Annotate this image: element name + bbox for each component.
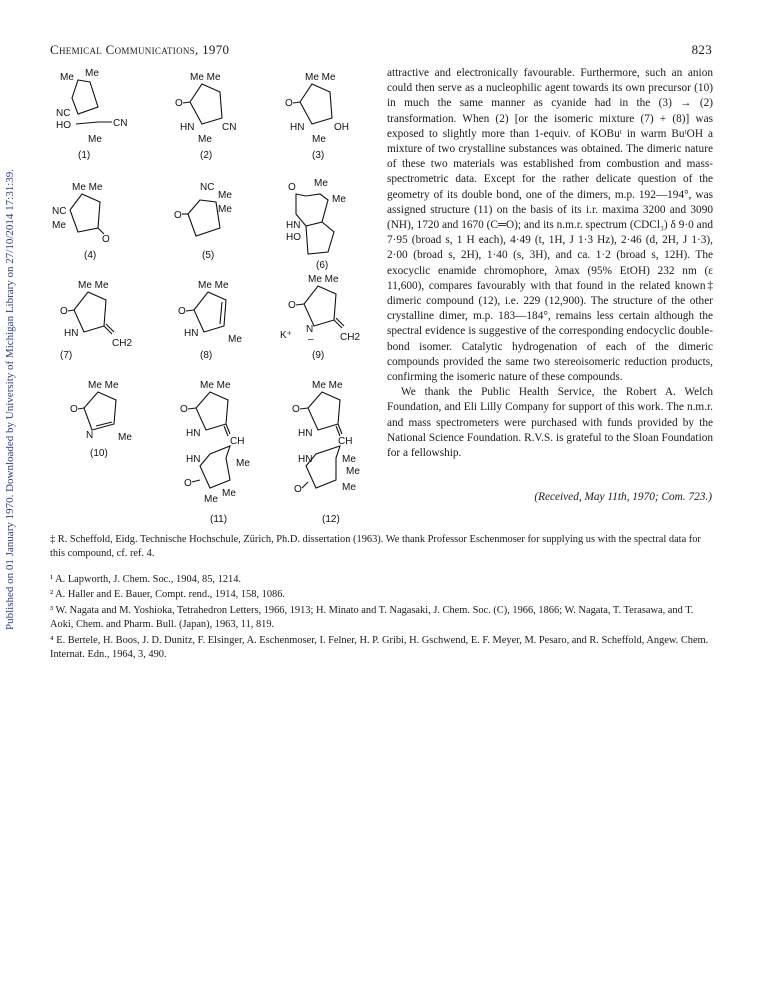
- body-text-column: [387, 66, 713, 461]
- s1-nc: NC: [56, 108, 71, 119]
- label-2: (2): [200, 150, 213, 161]
- journal-title: Chemical Communications, 1970: [50, 42, 230, 57]
- s7-ch2: CH2: [112, 338, 133, 349]
- s8-me-me: Me Me: [198, 280, 229, 291]
- reference-4: ⁴ E. Bertele, H. Boos, J. D. Dunitz, F. Elsinger, A. Eschenmoser, I. Felner, H. P. Gribi, H. Gschwend, E. F. Meyer, M. Pesaro, and R. Scheffold, Angew. Chem. Internat. Edn., 1964, 3, 490.: [50, 634, 709, 660]
- s11-me-b: Me: [236, 458, 250, 469]
- s10-n: N: [86, 430, 94, 441]
- s12-o-b: O: [294, 484, 302, 495]
- s11-o-b: O: [184, 478, 192, 489]
- label-7: (7): [60, 350, 73, 361]
- s2-hn: HN: [180, 122, 195, 133]
- s10-me-me: Me Me: [88, 380, 119, 391]
- s4-me-me: Me Me: [72, 182, 103, 193]
- s12-o-a: O: [292, 404, 300, 415]
- s5-me-a: Me: [218, 190, 232, 201]
- s2-o: O: [175, 98, 183, 109]
- s9-o: O: [288, 300, 296, 311]
- s2-me: Me: [198, 134, 212, 145]
- label-5: (5): [202, 250, 215, 261]
- s11-hn-a: HN: [186, 428, 201, 439]
- s4-nc: NC: [52, 206, 67, 217]
- label-6: (6): [316, 260, 329, 271]
- s11-ch: CH: [230, 436, 245, 447]
- s1-cn: CN: [113, 118, 128, 129]
- s5-me-b: Me: [218, 204, 232, 215]
- s6-me-a: Me: [314, 178, 328, 189]
- s3-hn: HN: [290, 122, 305, 133]
- structure-1: [56, 68, 127, 161]
- s6-o: O: [288, 182, 296, 193]
- label-10: (10): [90, 448, 108, 459]
- s7-o: O: [60, 306, 68, 317]
- s9-ch2: CH2: [340, 332, 361, 343]
- structure-8: [178, 280, 242, 361]
- label-4: (4): [84, 250, 97, 261]
- page-number: 823: [691, 42, 712, 57]
- s12-hn-b: HN: [298, 454, 313, 465]
- s8-hn: HN: [184, 328, 199, 339]
- s12-ch: CH: [338, 436, 353, 447]
- structure-2: [175, 72, 236, 161]
- paragraph-results: attractive and electronically favourable. Furthermore, such an anion could then serve as a nucleophilic agent towards its own precursor (10) in much the same manner as cyanide had in the (3) → (2) transformation. When (2) [or the isomeric mixture (7) + (8)] was exposed to slightly more than 1-equiv. of KOBuᵗ in warm BuᵗOH a mixture of two crystalline substances was obtained. The dimeric nature of these two materials was established from combustion and mass-spectrometric data. Except for the rather delicate question of the geometry of its double bond, one of the dimers, m.p. 192—194°, was assigned structure (11) on the basis of its i.r. maxima 3200 and 3090 (NH), 1720 and 1670 (C═O); and its n.m.r. spectrum (CDCl₃) δ 9·0 and 7·95 (broad s, 1 H each), 4·49 (t, 1H, J 1·3 Hz), 2·46 (d, 2H, J 1·3), 2·00 (broad s, 2H), 1·40 (s, 3H), and ca. 1·2 (broad s, 12H). The exocyclic enamide chromophore, λmax (95% EtOH) 232 nm (ε 11,600), compares favourably with that found in the related known‡ dimeric compound (12), i.e. 229 (12,900). The structure of the other crystalline dimer, m.p. 183—184°, remains less certain although the spectral evidence is suggestive of the corresponding endocyclic double-bond isomer. Catalytic hydrogenation of each of the dimeric compounds provided the same two stereoisomeric reduction products, confirming the isomeric nature of these compounds.: [387, 67, 713, 384]
- s3-o: O: [285, 98, 293, 109]
- s3-me-me: Me Me: [305, 72, 336, 83]
- structure-11: [180, 380, 250, 525]
- running-header: [50, 42, 712, 62]
- s5-o: O: [174, 210, 182, 221]
- chemical-structures-figure: [50, 62, 380, 532]
- s1-me-c: Me: [88, 134, 102, 145]
- s12-me-c: Me: [342, 482, 356, 493]
- reference-3: ³ W. Nagata and M. Yoshioka, Tetrahedron Letters, 1966, 1913; H. Minato and T. Nagasaki, J. Chem. Soc. (C), 1966, 1866; W. Nagata, T. Terasawa, and T. Aoki, Chem. and Pharm. Bull. (Japan), 1963, 11, 819.: [50, 605, 694, 630]
- structure-9: [280, 274, 360, 361]
- structures-svg: [50, 62, 380, 532]
- s7-hn: HN: [64, 328, 79, 339]
- s1-me-b: Me: [85, 68, 99, 79]
- download-watermark: Published on 01 January 1970. Downloaded by University of Michigan Library on 27/10/2014 17:31:39.: [4, 168, 16, 630]
- paragraph-acknowledgements: We thank the Public Health Service, the Robert A. Welch Foundation, and Eli Lilly Company for support of this work. The n.m.r. and mass spectrometers were purchased with funds provided by the National Science Foundation. R.V.S. is grateful to the Sloan Foundation for a fellowship.: [387, 386, 713, 460]
- s6-me-b: Me: [332, 194, 346, 205]
- s3-oh: OH: [334, 122, 349, 133]
- s12-hn-a: HN: [298, 428, 313, 439]
- s11-me-d: Me: [222, 488, 236, 499]
- s9-minus: –: [308, 334, 314, 345]
- structure-6: [286, 178, 346, 271]
- label-3: (3): [312, 150, 325, 161]
- s1-ho: HO: [56, 120, 71, 131]
- label-12: (12): [322, 514, 340, 525]
- s11-hn-b: HN: [186, 454, 201, 465]
- label-1: (1): [78, 150, 91, 161]
- s8-o: O: [178, 306, 186, 317]
- s12-me-me: Me Me: [312, 380, 343, 391]
- s9-me-me: Me Me: [308, 274, 339, 285]
- s10-o: O: [70, 404, 78, 415]
- s4-o: O: [102, 234, 110, 245]
- footnotes-section: [50, 533, 712, 663]
- structure-12: [292, 380, 360, 525]
- received-date: (Received, May 11th, 1970; Com. 723.): [534, 491, 712, 503]
- s4-me: Me: [52, 220, 66, 231]
- s6-hn: HN: [286, 220, 301, 231]
- label-11: (11): [210, 514, 228, 525]
- s11-me-me: Me Me: [200, 380, 231, 391]
- structure-7: [60, 280, 132, 361]
- s8-me: Me: [228, 334, 242, 345]
- s12-me-a: Me: [342, 454, 356, 465]
- s6-ho: HO: [286, 232, 301, 243]
- s2-me-me: Me Me: [190, 72, 221, 83]
- structure-3: [285, 72, 349, 161]
- reference-2: ² A. Haller and E. Bauer, Compt. rend., 1914, 158, 1086.: [50, 589, 286, 601]
- label-8: (8): [200, 350, 213, 361]
- s1-me-a: Me: [60, 72, 74, 83]
- structure-10: [70, 380, 132, 459]
- s9-k: K⁺: [280, 330, 292, 341]
- structure-4: [52, 182, 110, 261]
- footnote-dagger: ‡ R. Scheffold, Eidg. Technische Hochschule, Zürich, Ph.D. dissertation (1963). We thank Professor Eschenmoser for supplying us with the spectral data for this compound, cf. ref. 4.: [50, 534, 701, 559]
- label-9: (9): [312, 350, 325, 361]
- s3-me: Me: [312, 134, 326, 145]
- reference-1: ¹ A. Lapworth, J. Chem. Soc., 1904, 85, 1214.: [50, 573, 242, 585]
- s11-me-c: Me: [204, 494, 218, 505]
- s5-nc: NC: [200, 182, 215, 193]
- s10-me: Me: [118, 432, 132, 443]
- s9-n: N: [306, 324, 314, 335]
- s7-me-me: Me Me: [78, 280, 109, 291]
- s12-me-b: Me: [346, 466, 360, 477]
- s11-o-a: O: [180, 404, 188, 415]
- structure-5: [174, 182, 232, 261]
- s2-cn: CN: [222, 122, 237, 133]
